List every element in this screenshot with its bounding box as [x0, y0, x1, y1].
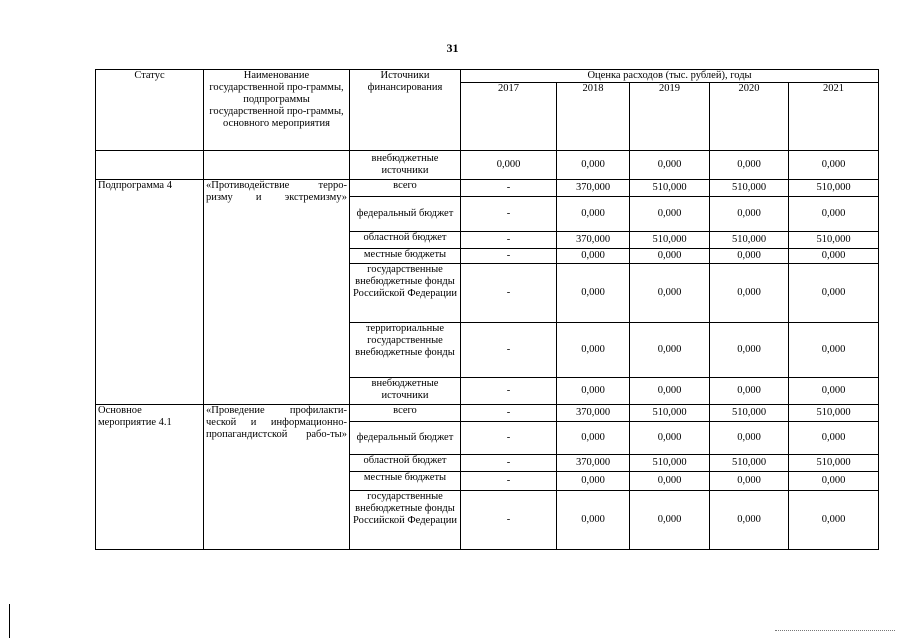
value-cell: 510,000 — [630, 455, 710, 472]
value-cell: 0,000 — [710, 264, 789, 323]
value-cell: 510,000 — [630, 180, 710, 197]
value-cell: 0,000 — [789, 323, 879, 378]
value-cell: 0,000 — [630, 197, 710, 232]
value-cell: 370,000 — [557, 455, 630, 472]
source-cell: государственные внебюджетные фонды Российской Федерации — [350, 491, 461, 550]
source-cell: местные бюджеты — [350, 472, 461, 491]
value-cell: 0,000 — [630, 378, 710, 405]
value-cell: 0,000 — [789, 422, 879, 455]
value-cell: 0,000 — [789, 151, 879, 180]
value-cell: 0,000 — [557, 264, 630, 323]
value-cell: 0,000 — [710, 491, 789, 550]
header-sources: Источники финансирования — [350, 70, 461, 151]
name-cell: «Противодействие терро-ризму и экстремизму» — [204, 180, 350, 405]
value-cell: 0,000 — [630, 264, 710, 323]
value-cell: - — [461, 455, 557, 472]
value-cell: 0,000 — [710, 249, 789, 264]
header-status: Статус — [96, 70, 204, 151]
value-cell: - — [461, 232, 557, 249]
value-cell: 0,000 — [789, 264, 879, 323]
value-cell: 0,000 — [630, 491, 710, 550]
value-cell: 0,000 — [789, 249, 879, 264]
value-cell: - — [461, 472, 557, 491]
value-cell: 0,000 — [557, 378, 630, 405]
value-cell: 0,000 — [557, 491, 630, 550]
source-cell: внебюджетные источники — [350, 378, 461, 405]
value-cell: 0,000 — [710, 151, 789, 180]
value-cell: - — [461, 491, 557, 550]
scan-artifact-line — [775, 630, 895, 631]
value-cell: 370,000 — [557, 232, 630, 249]
value-cell: 0,000 — [557, 197, 630, 232]
source-cell: федеральный бюджет — [350, 197, 461, 232]
status-cell: Подпрограмма 4 — [96, 180, 204, 405]
value-cell: 510,000 — [630, 405, 710, 422]
budget-table — [95, 69, 879, 550]
value-cell: 0,000 — [789, 472, 879, 491]
value-cell: 510,000 — [710, 405, 789, 422]
source-cell: всего — [350, 405, 461, 422]
value-cell: 0,000 — [557, 151, 630, 180]
value-cell: 510,000 — [710, 455, 789, 472]
value-cell: 0,000 — [710, 197, 789, 232]
source-cell: государственные внебюджетные фонды Российской Федерации — [350, 264, 461, 323]
value-cell: 0,000 — [630, 249, 710, 264]
value-cell: 0,000 — [557, 472, 630, 491]
value-cell: 0,000 — [557, 249, 630, 264]
value-cell: 370,000 — [557, 180, 630, 197]
value-cell: 510,000 — [630, 232, 710, 249]
value-cell: 0,000 — [710, 422, 789, 455]
value-cell: 0,000 — [557, 323, 630, 378]
value-cell: 0,000 — [557, 422, 630, 455]
value-cell: 510,000 — [789, 405, 879, 422]
value-cell: - — [461, 323, 557, 378]
value-cell: - — [461, 405, 557, 422]
source-cell: всего — [350, 180, 461, 197]
value-cell: 510,000 — [710, 180, 789, 197]
year-header: 2020 — [710, 83, 789, 151]
source-cell: областной бюджет — [350, 455, 461, 472]
status-cell: Основное мероприятие 4.1 — [96, 405, 204, 550]
value-cell: - — [461, 249, 557, 264]
value-cell: - — [461, 264, 557, 323]
value-cell: 0,000 — [630, 151, 710, 180]
value-cell: 0,000 — [789, 491, 879, 550]
value-cell: 510,000 — [710, 232, 789, 249]
value-cell: 0,000 — [710, 472, 789, 491]
table-row — [96, 405, 879, 422]
source-cell: областной бюджет — [350, 232, 461, 249]
value-cell: - — [461, 378, 557, 405]
value-cell: 0,000 — [710, 378, 789, 405]
source-cell: территориальные государственные внебюджетные фонды — [350, 323, 461, 378]
name-cell — [204, 151, 350, 180]
table-row — [96, 151, 879, 180]
header-row — [96, 70, 879, 83]
scan-margin-line — [9, 604, 10, 638]
value-cell: 510,000 — [789, 455, 879, 472]
value-cell: 0,000 — [789, 378, 879, 405]
year-header: 2018 — [557, 83, 630, 151]
source-cell: федеральный бюджет — [350, 422, 461, 455]
header-estimate: Оценка расходов (тыс. рублей), годы — [461, 70, 879, 83]
name-cell: «Проведение профилакти-ческой и информационно-пропагандистской рабо-ты» — [204, 405, 350, 550]
table-row — [96, 180, 879, 197]
year-header: 2017 — [461, 83, 557, 151]
value-cell: 0,000 — [630, 422, 710, 455]
value-cell: 0,000 — [789, 197, 879, 232]
value-cell: 0,000 — [630, 323, 710, 378]
value-cell: 510,000 — [789, 180, 879, 197]
value-cell: 370,000 — [557, 405, 630, 422]
year-header: 2019 — [630, 83, 710, 151]
value-cell: 510,000 — [789, 232, 879, 249]
status-cell — [96, 151, 204, 180]
page-number: 31 — [446, 41, 459, 55]
value-cell: - — [461, 422, 557, 455]
source-cell: внебюджетные источники — [350, 151, 461, 180]
value-cell: 0,000 — [710, 323, 789, 378]
value-cell: 0,000 — [630, 472, 710, 491]
header-name: Наименование государственной про-граммы, подпрограммы государственной про-граммы, основного мероприятия — [204, 70, 350, 151]
year-header: 2021 — [789, 83, 879, 151]
value-cell: - — [461, 180, 557, 197]
source-cell: местные бюджеты — [350, 249, 461, 264]
value-cell: 0,000 — [461, 151, 557, 180]
value-cell: - — [461, 197, 557, 232]
